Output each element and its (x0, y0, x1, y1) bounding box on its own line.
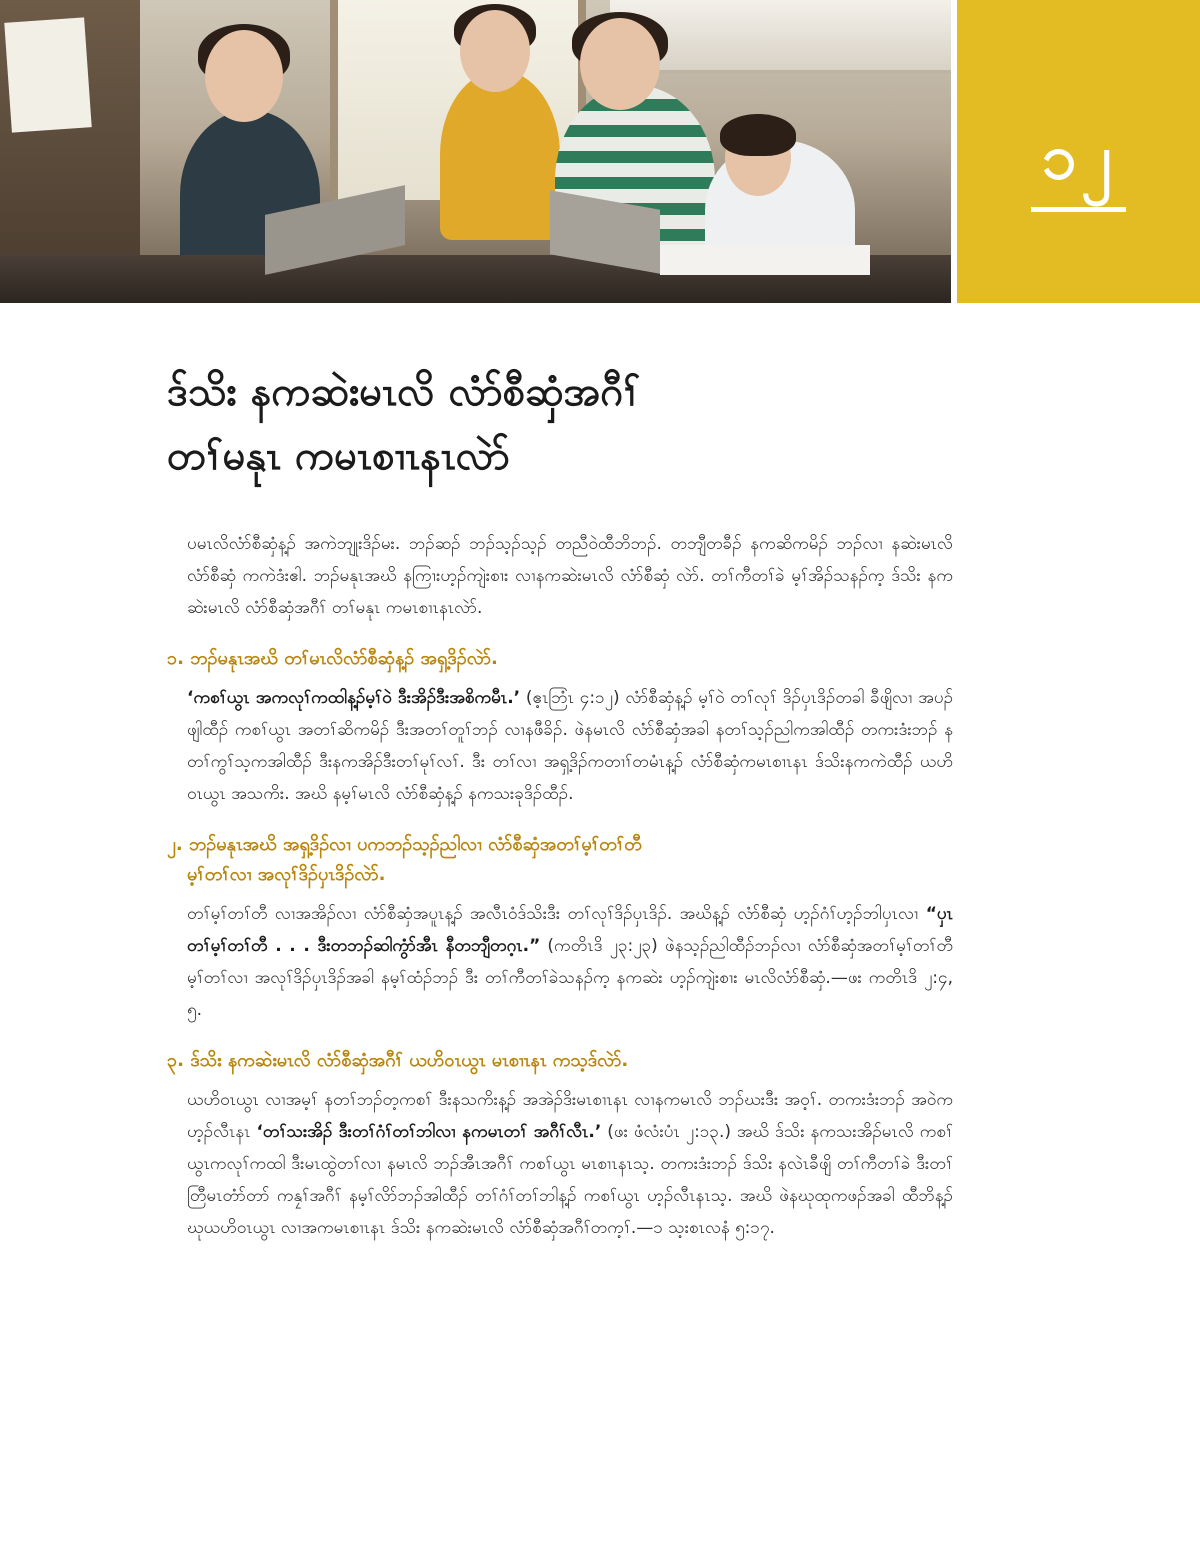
section-3-pre: ယဟိဝၤယွၤ လၢအမ့ၢ် နတၢ်ဘၣ်တ့ကစၢ် ဒီးနသကိးန့ၣ် အအဲၣ်ဒိးမၤစၢၤနၤ လၢနကမၤလိ ဘၣ်ဃးဒီး အဝ့ၢ်. တကးဒံးဘၣ် အဝဲကဟ့ၣ်လီၤနၤ (187, 1090, 953, 1142)
section-1-quote: ‘ကစၢ်ယွၤ အကလုၢ်ကထါန့ၣ်မ့ၢ်ဝဲ ဒီးအိၣ်ဒီးအစိကမီၤ.’ (187, 688, 521, 708)
hero-face (580, 18, 660, 110)
section-3-heading: ၃. ဒ်သိး နကဆဲးမၤလိ လံာ်စီဆှံအဂီၢ် ယဟိဝၤယွၤ မၤစၢၤနၤ ကသ့ဒ်လဲာ်. (167, 1050, 629, 1071)
section-2-paragraph (187, 898, 953, 1026)
section-1 (167, 644, 953, 810)
hero-face (460, 10, 530, 92)
section-2-heading (167, 830, 953, 890)
page-title-line-1: ဒ်သိး နကဆဲးမၤလိ လံာ်စီဆှံအဂီၢ် (167, 369, 640, 415)
section-3 (167, 1046, 953, 1244)
section-1-paragraph (187, 682, 953, 810)
hero-hair (720, 114, 796, 156)
section-2-post: (ကတိၤဒိ ၂၃:၂၃) ဖဲနသ့ၣ်ညါထီၣ်ဘၣ်လၢ လံာ်စီဆှံအတၢ်မ့ၢ်တၢ်တီ မ့ၢ်တၢ်လၢ အလုၢ်ဒိၣ်ပှၤဒိၣ်အခါ နမ့ၢ်ထံၣ်ဘၣ် ဒီး တၢ်ကီတၢ်ခဲသနၣ်က့ နကဆဲး ဟ့ၣ်ကျဲးစၢး မၤလိလံာ်စီဆှံ.—ဖး ကတိၤဒိ ၂:၄, ၅. (187, 936, 953, 1020)
section-2 (167, 830, 953, 1026)
section-2-heading-line-1: ၂. ဘၣ်မနုၤအဃိ အရှ့ဒိၣ်လၢ ပကဘၣ်သ့ၣ်ညါလၢ လံာ်စီဆှံအတၢ်မ့ၢ်တၢ်တီ (167, 834, 642, 855)
chapter-underline (1031, 207, 1126, 212)
hero-child-drawing (4, 17, 91, 132)
section-3-post: (ဖး ဖံလံးပံၤ ၂:၁၃.) အဃိ ဒ်သိး နကသးအိၣ်မၤလိ ကစၢ်ယွၤကလုၢ်ကထါ ဒီးမၤထွဲတၢ်လၢ နမၤလိ ဘၣ်အီၤအဂီၢ် ကစၢ်ယွၤ မၤစၢၤနၤသ့. တကးဒံးဘၣ် ဒ်သိး နလဲၤခီဖျိ တၢ်ကီတၢ်ခဲ ဒီးတၢ်တြီမၤတံာ်တာ် ကနၠၢ်အဂီၢ် နမ့ၢ်လိာ်ဘၣ်အါထီၣ် တၢ်ဂံၢ်တၢ်ဘါန့ၣ် ကစၢ်ယွၤ ဟ့ၣ်လီၤနၤသ့. အဃိ ဖဲနဃုထုကဖၣ်အခါ ထီဘိန့ၣ် ဃုယဟိဝၤယွၤ လၢအကမၤစၢၤနၤ ဒ်သိး နကဆဲးမၤလိ လံာ်စီဆှံအဂီၢ်တက့ၢ်.—၁ သ့းစၤလနံ ၅:၁၇. (187, 1122, 953, 1238)
section-1-heading: ၁. ဘၣ်မနုၤအဃိ တၢ်မၤလိလံာ်စီဆှံန့ၣ် အရှ့ဒိၣ်လဲာ်. (167, 648, 498, 669)
hero-girl (440, 70, 560, 240)
article-body (167, 528, 953, 1244)
hero-face (205, 30, 283, 122)
page-title-line-2: တၢ်မနုၤ ကမၤစၢၤနၤလဲာ် (167, 433, 510, 479)
section-1-body: (ဧ့ၤဘြံၤ ၄:၁၂) လံာ်စီဆှံန့ၣ် မ့ၢ်ဝဲ တၢ်လုၢ် ဒိၣ်ပှၤဒိၣ်တခါ ခီဖျိလၢ အပၣ်ဖျါထီၣ် ကစၢ်ယွၤ အတၢ်ဆိကမိၣ် ဒီးအတၢ်တူၢ်ဘၣ် လၢနဖီခိၣ်. ဖဲနမၤလိ လံာ်စီဆှံအခါ နတၢ်သ့ၣ်ညါကအါထီၣ် တကးဒံးဘၣ် နတၢ်ကွၢ်သ့ကအါထီၣ် ဒီးနကအိၣ်ဒီးတၢ်မုၢ်လၢ်. ဒီး တၢ်လၢ အရှ့ဒိၣ်ကတၢၢ်တမံၤန့ၣ် လံာ်စီဆှံကမၤစၢၤနၤ ဒ်သိးနကကဲထီၣ် ယဟိဝၤယွၤ အသကိး. အဃိ နမ့ၢ်မၤလိ လံာ်စီဆှံန့ၣ် နကသးခုဒိၣ်ထီၣ်. (187, 688, 953, 804)
section-3-quote: ‘တၢ်သးအိၣ် ဒီးတၢ်ဂံၢ်တၢ်ဘါလၢ နကမၤတၢ် အဂီၢ်လီၤ.’ (256, 1122, 602, 1142)
section-2-quote: “ပှၤတၢ်မ့ၢ်တၢ်တီ . . . ဒီးတဘၣ်ဆါကွံာ်အီၤ နီတဘျီတဂ့ၤ.” (187, 904, 953, 956)
page-title (167, 360, 967, 488)
intro-paragraph: ပမၤလိလံာ်စီဆှံန့ၣ် အကဲဘျုးဒိၣ်မး. ဘၣ်ဆၣ် ဘၣ်သ့ၣ်သ့ၣ် တညီဝဲထီဘိဘၣ်. တဘျီတခီၣ် နကဆိကမိၣ် ဘၣ်လၢ နဆဲးမၤလိ လံာ်စီဆှံ ကကဲဒံးဧါ. ဘၣ်မနုၤအဃိ နကြၢးဟ့ၣ်ကျဲးစၢး လၢနကဆဲးမၤလိ လံာ်စီဆှံ လဲာ်. တၢ်ကီတၢ်ခဲ မ့ၢ်အိၣ်သနၣ်က့ ဒ်သိး နကဆဲးမၤလိ လံာ်စီဆှံအဂီၢ် တၢ်မနုၤ ကမၤစၢၤနၤလဲာ်. (187, 534, 953, 618)
chapter-number: ၁၂ (1041, 120, 1116, 193)
section-3-paragraph (187, 1084, 953, 1244)
chapter-badge (957, 0, 1200, 303)
section-2-pre: တၢ်မ့ၢ်တၢ်တီ လၢအအိၣ်လၢ လံာ်စီဆှံအပူၤန့ၣ် အလီၤဝံဒ်သိးဒီး တၢ်လုၢ်ဒိၣ်ပှၤဒိၣ်. အဃိန့ၣ် လံာ်စီဆှံ ဟ့ၣ်ဂံၢ်ဟ့ၣ်ဘါပှၤလၢ (187, 904, 926, 924)
section-2-heading-line-2: မ့ၢ်တၢ်လၢ အလုၢ်ဒိၣ်ပှၤဒိၣ်လဲာ်. (187, 864, 386, 885)
hero-paper (660, 245, 870, 275)
hero-photo (0, 0, 951, 303)
